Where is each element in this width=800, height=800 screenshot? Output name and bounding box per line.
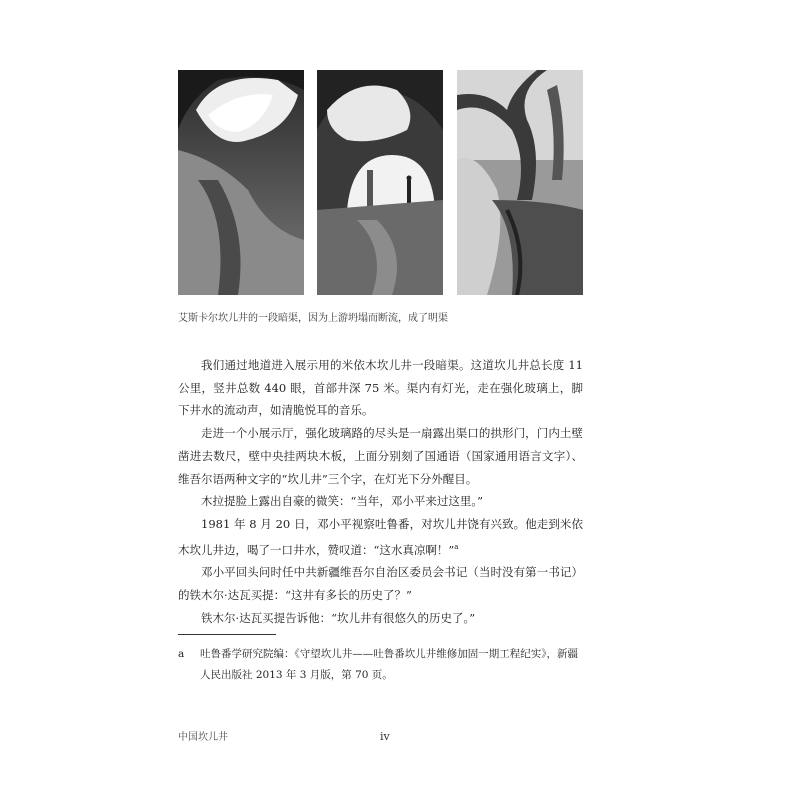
footnote: [178, 644, 583, 686]
photo-right: [457, 70, 583, 295]
paragraph: 邓小平回头问时任中共新疆维吾尔自治区委员会书记（当时没有第一书记）的铁木尔·达瓦买提：“这井有多长的历史了？”: [178, 565, 583, 603]
paragraph-with-footnote: [178, 513, 583, 561]
footnote-text: 吐鲁番学研究院编：《守望坎儿井——吐鲁番坎儿井维修加固一期工程纪实》，新疆人民出版社 2013 年 3 月版，第 70 页。: [200, 648, 578, 681]
footnote-reference[interactable]: a: [454, 542, 459, 551]
paragraph: 我们通过地道进入展示用的米依木坎儿井一段暗渠。这道坎儿井总长度 11 公里，竖井总数 440 眼，首部井深 75 米。渠内有灯光，走在强化玻璃上，脚下井水的流动声，如清脆悦耳的音乐。: [178, 358, 583, 418]
paragraph: 木拉提脸上露出自豪的微笑：“当年，邓小平来过这里。”: [201, 494, 484, 509]
tunnel-photo-left-image: [178, 70, 304, 295]
tunnel-photo-middle-image: [317, 70, 443, 295]
tree-channel-photo-image: [457, 70, 583, 295]
figure-caption: 艾斯卡尔坎儿井的一段暗渠，因为上游坍塌而断流，成了明渠: [178, 313, 448, 324]
paragraph: 走进一个小展示厅，强化玻璃路的尽头是一扇露出渠口的拱形门，门内土壁凿进去数尺，壁中央挂两块木板，上面分别刻了国通语（国家通用语言文字）、维吾尔语两种文字的“坎儿井”三个字，在灯光下分外醒目。: [178, 426, 583, 486]
paragraph: 铁木尔·达瓦买提告诉他：“坎儿井有很悠久的历史了。”: [201, 610, 476, 625]
footnote-divider: [178, 634, 276, 635]
photo-middle: [317, 70, 443, 295]
paragraph-text: 1981 年 8 月 20 日，邓小平视察吐鲁番，对坎儿井饶有兴致。他走到米依木坎儿井边，喝了一口井水，赞叹道：“这水真凉啊！”: [178, 516, 583, 557]
page-number: iv: [380, 730, 390, 743]
running-title: 中国坎儿井: [178, 732, 228, 743]
photo-left: [178, 70, 304, 295]
footnote-mark: a: [178, 648, 185, 660]
body-text: [178, 354, 583, 629]
